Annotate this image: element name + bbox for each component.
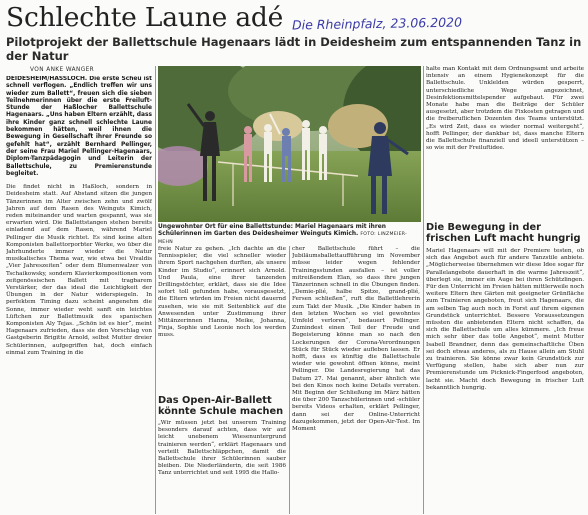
column-2-heading: Das Open-Air-Ballett könnte Schule machen [158, 395, 284, 418]
column-1 [6, 76, 152, 514]
column-2-body: freie Natur zu gehen. „Ich dachte an die Tennisspieler, die viel schneller wieder ihrem Sport nachgehen durften, als unsere Kinder im Studio“, erinnert sich Arnold. Und Paula, eine ihrer tanzenden Drillingstöchter, erklärt, dass sie die Idee sofort toll gefunden habe, vorausgesetzt, die Eltern würden im Freien nicht dauernd zusehen, wie sie mit Seitenblick auf die Anwesenden unter Zustimmung ihrer Mittänzerinnen Hanna, Meike, Johanna, Finja, Sophie und Leonie noch los werden muss. [158, 246, 286, 339]
column-2 [158, 246, 286, 390]
column-3-body: cher Ballettschule führt – die Jubiläumsballettaufführung im November müsse leider wegen fehlender Trainingsstunden ausfallen – ist voller mitreißendem Elan, so dass ihre jungen Tänzerinnen schnell in die Übungen finden. „Demie-plié, halbe Spitze, grand-plié, Fersen schließen“, ruft die Ballettlehrerin zum Takt der Musik. „Die Kinder haben in den letzten Wochen so viel gewohntes Umfeld verloren“, bedauert Pellinger. Zumindest einen Teil der Freude und Begeisterung könne man so nach den Lockerungen der Corona-Verordnungen Stück für Stück wieder aufleben lassen. Er hofft, dass es künftig die Ballettschule wieder wie gewohnt öffnen könne, meint Pellinger. Die Landesregierung hat das Datum 27. Mai genannt, aber ähnlich wie bei den Kinos noch keine Details verraten. Mit Beginn der Schließung im März hätten die über 200 Tanzschülerinnen und -schüler bereits Videos erhalten, erklärt Pellinger, dann sei der Online-Unterricht dazugekommen, jetzt der Open-Air-Test. Im Moment [292, 246, 420, 433]
column-divider [155, 66, 156, 514]
handwritten-source-note: Die Rheinpfalz, 23.06.2020 [291, 14, 463, 33]
column-2-body-2: „Wir müssen jetzt bei unserem Training besonders darauf achten, dass wir auf leicht unebenem Wiesenuntergrund trainieren werden“, erklärt Hagenaars und verteilt Ballettschläppchen, damit die Ballettschule ihrer Schülerinnen sauber bleiben. Die Niederländerin, die seit 1986 Tanz unterrichtet und seit 1995 die Hallo- [158, 420, 286, 477]
column-2-continued [158, 420, 286, 514]
column-3 [292, 246, 420, 514]
photo-caption-text: Ungewohnter Ort für eine Ballettstunde: Mariel Hagenaars mit ihren Schülerinnen im Garten des Deidesheimer Weinguts Kimich. [158, 224, 386, 238]
photo-caption [158, 224, 421, 246]
column-4-continued [426, 248, 584, 514]
garden-ballet-photo-image [158, 66, 421, 222]
lead-paragraph [6, 76, 152, 178]
photo-credit: FOTO: LINZMEIER-MEHN [158, 232, 408, 245]
article-photo [158, 66, 421, 222]
lead-text: Die erste Scheu ist schnell verflogen. „Endlich treffen wir uns wieder zum Ballett“, freuen sich die sieben Teilnehmerinnen über die erste Freiluft-Stunde der Haßlocher Ballettschule Hagenaars. „Uns haben Eltern erzählt, dass ihre Kinder ganz schnell schlechte Laune bekommen hätten, weil ihnen die Bewegung in Gesellschaft ihrer Freunde so gefehlt hat“, erzählt Bernhard Pellinger, der seine Frau Mariel Pellinger-Hagenaars, Diplom-Tanzpädagogin und Leiterin der Ballettschule, zu Premierenstunde begleitet. [6, 76, 152, 177]
subheadline: Pilotprojekt der Ballettschule Hagenaars lädt in Deidesheim zum entspannenden Tanz in der Natur [6, 35, 582, 63]
lead-location: DEIDESHEIM/HASSLOCH. [6, 76, 88, 82]
column-4-body-2: Mariel Hagenaars will mit der Premiere testen, ob sich das Angebot auch für andere Tanzstile anbiete. „Möglicherweise übernehmen wir diese Idee sogar für Parallelangebote dauerhaft in die warme Jahreszeit“, überlegt sie, immer ein Auge bei ihren Schützlingen. Für den Unterricht im Freien hätten mittlerweile noch weitere Eltern ihre Gärten mit geeigneter Grünfläche zum Trainieren angeboten, freut sich Hagenaars, die am selben Tag auch noch in Forst auf ihrem eigenen Grundstück unterrichtet. Bessere Voraussetzungen müssten die anbietenden Eltern nicht schaffen, da sich die Ballettschule um alles kümmere. „Ich freue mich sehr über das tolle Angebot“, meint Mutter Isabell Brandner, denn das gemeinschaftliche Üben sei doch etwas anderes, als zu Hause allein am Stuhl zu trainieren. Sie könne zwar kein Grundstück zur Verfügung stellen, habe sich aber nun zur Premierenstunde um Picknick-Fingerfood angeboten, lacht sie. Macht doch Bewegung in frischer Luft bekanntlich hungrig. [426, 248, 584, 391]
headline: Schlechte Laune adé [6, 2, 284, 33]
byline: VON ANKE WANGER [30, 67, 95, 73]
column-divider [289, 246, 290, 514]
column-divider [423, 66, 424, 514]
column-4-body: halte man Kontakt mit dem Ordnungsamt und arbeite intensiv an einem Hygienekonzept für die Ballettschule. Unklelden würden gesperrt, unterschiedliche Wege angezeichnet, Desinfektionsmittelspender aufgebaut. Für zwei Monate habe man die Beiträge der Schüler ausgesetzt, aber trotzdem die Fixkosten getragen und die freiberuflichen Dozenten des Teams unterstützt. „Es wird Zeit, dass es wieder normal weitergeht“, hofft Pellinger, der dankbar ist, dass manche Eltern die Ballettschule finanziell und ideell unterstützen – so wie mit der Freiluftidee. [426, 66, 584, 152]
column-4 [426, 66, 584, 216]
column-1-body: Die findet nicht in Haßloch, sondern in Deidesheim statt. Auf Abstand sitzen die jungen Tänzerinnen im Alter zwischen zehn und zwölf Jahren auf dem Rasen des Weinguts Kimich, reden miteinander und warten gespannt, was sie erwarten wird. Die Ballettstangen stehen bereits einladend auf dem Rasen, während Mariel Pellinger die Musik richtet. Es sind keine alten Komponisten ballettorporbter Werke, wo über die Jahrhunderte immer wieder die Natur musikalisches Thema war, wie etwa bei Vivaldis „Vier Jahreszeiten“ oder dem Blumenwalzer von Tschaikowsky, sondern Klavierkompositionen vom zeitgenössischen Ballett mit tragbarem Verstärker, der das ideal die Leichtigkeit der Übungen in der Natur widerspiegeln. In perfektem Timing dazu scheint angenehm die Sonne, immer wieder weht sanft ein leichtes Lüftchen zur Ballettmusik des spanischen Komponisten Aly Tejas. „Schön ist es hier“, meint Hagenaars zufrieden, dass sie den Vorschlag von Gastgeberin Brigitte Arnold, selbst Mutter dreier Schülerinnen, aufgegriffen hat, doch einfach einmal zum Training in die [6, 184, 152, 356]
column-4-heading: Die Bewegung in der frischen Luft macht hungrig [426, 222, 581, 245]
